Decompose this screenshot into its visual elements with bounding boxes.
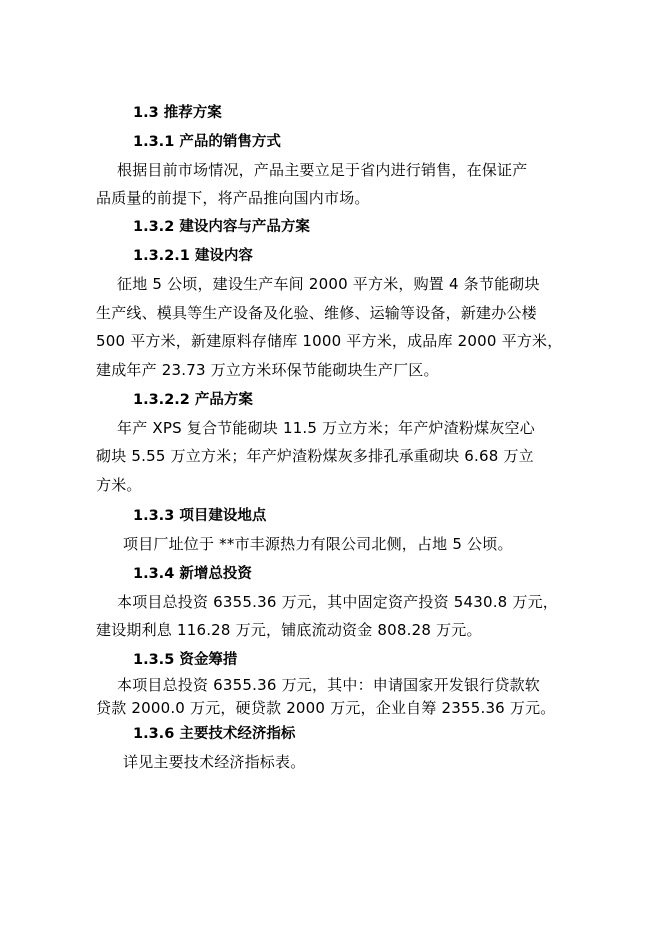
section-heading-1-3: 1.3 推荐方案 xyxy=(133,105,222,121)
paragraph-line: 贷款 2000.0 万元，硬贷款 2000 万元，企业自筹 2355.36 万元。 xyxy=(96,699,556,717)
section-heading-1-3-5: 1.3.5 资金筹措 xyxy=(133,652,238,668)
paragraph-line: 方米。 xyxy=(96,476,142,494)
paragraph-line: 年产 XPS 复合节能砌块 11.5 万立方米；年产炉渣粉煤灰空心 xyxy=(117,419,535,437)
section-heading-1-3-2-2: 1.3.2.2 产品方案 xyxy=(133,392,253,408)
paragraph-line: 根据目前市场情况，产品主要立足于省内进行销售，在保证产 xyxy=(117,161,528,179)
paragraph-line: 详见主要技术经济指标表。 xyxy=(123,753,306,771)
paragraph-line: 砌块 5.55 万立方米；年产炉渣粉煤灰多排孔承重砌块 6.68 万立 xyxy=(96,447,534,465)
paragraph-line: 项目厂址位于 **市丰源热力有限公司北侧，占地 5 公顷。 xyxy=(123,535,513,553)
section-heading-1-3-4: 1.3.4 新增总投资 xyxy=(133,566,252,582)
paragraph-line: 征地 5 公顷，建设生产车间 2000 平方米，购置 4 条节能砌块 xyxy=(117,275,540,293)
section-heading-1-3-6: 1.3.6 主要技术经济指标 xyxy=(133,726,296,742)
section-heading-1-3-1: 1.3.1 产品的销售方式 xyxy=(133,134,281,150)
paragraph-line: 品质量的前提下，将产品推向国内市场。 xyxy=(96,189,370,207)
section-heading-1-3-2-1: 1.3.2.1 建设内容 xyxy=(133,248,253,264)
section-heading-1-3-3: 1.3.3 项目建设地点 xyxy=(133,508,267,524)
paragraph-line: 建设期利息 116.28 万元，铺底流动资金 808.28 万元。 xyxy=(96,621,482,639)
section-heading-1-3-2: 1.3.2 建设内容与产品方案 xyxy=(133,219,310,235)
paragraph-line: 本项目总投资 6355.36 万元，其中固定资产投资 5430.8 万元， xyxy=(117,593,558,611)
paragraph-line: 生产线、模具等生产设备及化验、维修、运输等设备，新建办公楼 xyxy=(96,304,537,322)
paragraph-line: 建成年产 23.73 万立方米环保节能砌块生产厂区。 xyxy=(96,361,439,379)
paragraph-line: 500 平方米，新建原料存储库 1000 平方米，成品库 2000 平方米， xyxy=(96,332,563,350)
paragraph-line: 本项目总投资 6355.36 万元，其中：申请国家开发银行贷款软 xyxy=(117,676,540,694)
